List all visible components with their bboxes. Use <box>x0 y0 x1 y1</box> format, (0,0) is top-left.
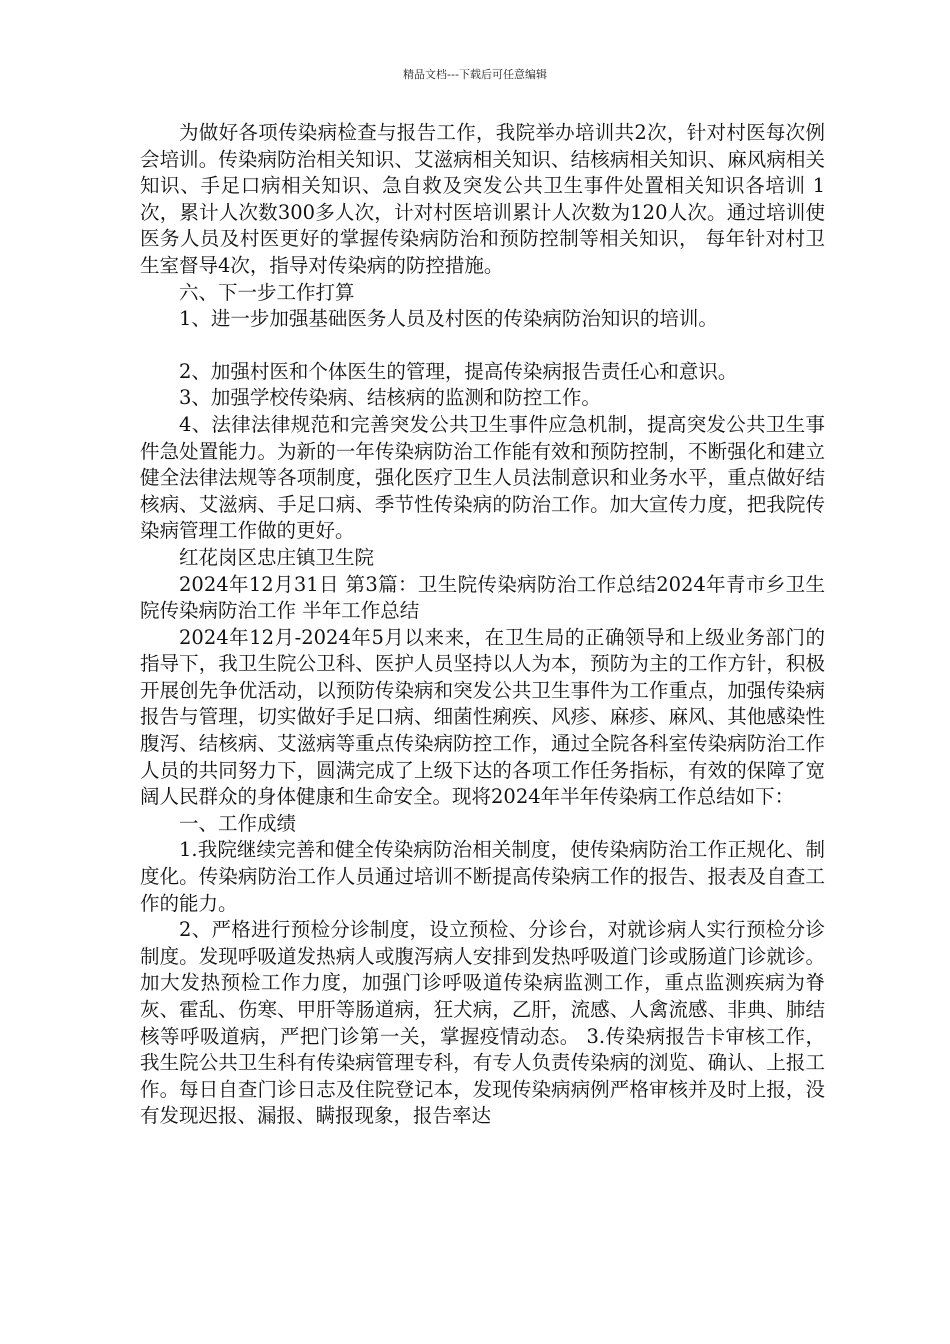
heading-achievements: 一、工作成绩 <box>179 811 297 835</box>
paragraph-training: 为做好各项传染病检查与报告工作，我院举办培训共2次，针对村医每次例会培训。传染病防治相关知识、艾滋病相关知识、结核病相关知识、麻风病相关知识、手足口病相关知识、急自救及突发公共卫生事件处置相关知识各培训 1次，累计人次数300多人次，计对村医培训累计人次数为120人次。通过培训使医务人员及村医更好的掌握传染病防治和预防控制等相关知识， 每年针对村卫生室督导4次，指导对传染病的防控措施。 <box>140 121 825 277</box>
heading-next-steps: 六、下一步工作打算 <box>179 280 355 304</box>
paragraph-achievement-1: 1.我院继续完善和健全传染病防治相关制度，使传染病防治工作正规化、制度化。传染病防治工作人员通过培训不断提高传染病工作的报告、报表及自查工作的能力。 <box>140 838 825 915</box>
document-body <box>140 120 825 1130</box>
signature-organization: 红花岗区忠庄镇卫生院 <box>179 545 375 569</box>
date-and-section-title: 2024年12月31日 第3篇：卫生院传染病防治工作总结2024年青市乡卫生院传染病防治工作 半年工作总结 <box>140 572 825 623</box>
paragraph-item-3: 3、加强学校传染病、结核病的监测和防控工作。 <box>179 386 601 410</box>
paragraph-item-1: 1、进一步加强基础医务人员及村医的传染病防治知识的培训。 <box>179 307 718 331</box>
paragraph-item-2: 2、加强村医和个体医生的管理，提高传染病报告责任心和意识。 <box>179 359 738 383</box>
paragraph-item-4: 4、法律法律规范和完善突发公共卫生事件应急机制，提高突发公共卫生事件急处置能力。为新的一年传染病防治工作能有效和预防控制，不断强化和建立健全法律法规等各项制度，强化医疗卫生人员法制意识和业务水平，重点做好结核病、艾滋病、手足口病、季节性传染病的防治工作。加大宣传力度，把我院传染病管理工作做的更好。 <box>140 412 825 543</box>
paragraph-intro: 2024年12月-2024年5月以来来，在卫生局的正确领导和上级业务部门的指导下，我卫生院公卫科、医护人员坚持以人为本，预防为主的工作方针，积极开展创先争优活动，以预防传染病和突发公共卫生事件为工作重点，加强传染病报告与管理，切实做好手足口病、细菌性痢疾、风疹、麻疹、麻风、其他感染性腹泻、结核病、艾滋病等重点传染病防控工作，通过全院各科室传染病防治工作人员的共同努力下，圆满完成了上级下达的各项工作任务指标，有效的保障了宽阔人民群众的身体健康和生命安全。现将2024年半年传染病工作总结如下： <box>140 625 825 809</box>
page-header: 精品文档---下载后可任意编辑 <box>403 68 547 81</box>
paragraph-achievement-2: 2、严格进行预检分诊制度，设立预检、分诊台，对就诊病人实行预检分诊制度。发现呼吸道发热病人或腹泻病人安排到发热呼吸道门诊或肠道门诊就诊。加大发热预检工作力度，加强门诊呼吸道传染病监测工作，重点监测疾病为脊灰、霍乱、伤寒、甲肝等肠道病，狂犬病，乙肝，流感、人禽流感、非典、肺结核等呼吸道病，严把门诊第一关，掌握疫情动态。 3.传染病报告卡审核工作，我生院公共卫生科有传染病管理专科，有专人负责传染病的浏览、确认、上报工作。每日自查门诊日志及住院登记本，发现传染病病例严格审核并及时上报，没有发现迟报、漏报、瞒报现象，报告率达 <box>140 918 825 1128</box>
